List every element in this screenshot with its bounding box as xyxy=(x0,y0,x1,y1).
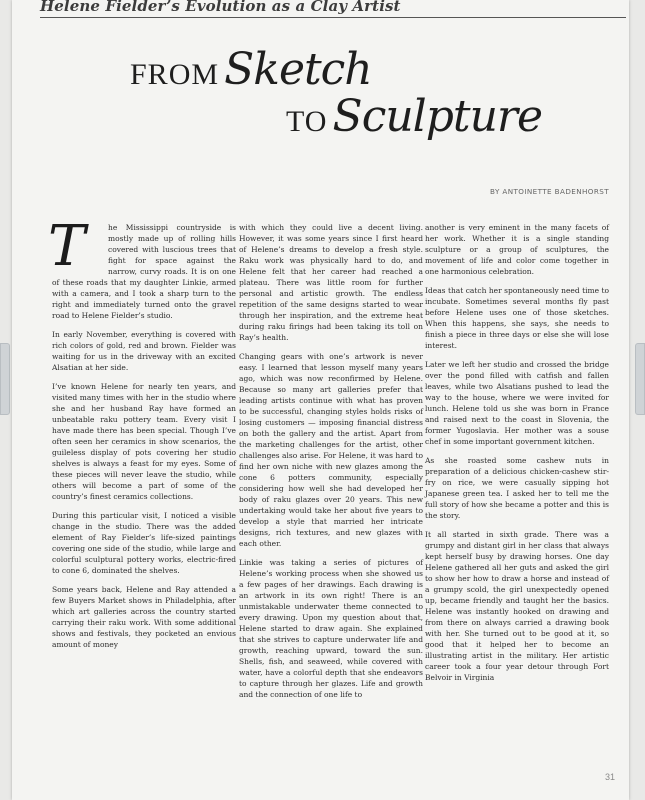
title-line-2 xyxy=(286,91,542,142)
paragraph: Ideas that catch her spontaneously need time to incubate. Sometimes several months fly past before Helene uses one of those sketches. When this happens, she says, she needs to finish a piece in three days or else she will lose interest. xyxy=(425,286,609,350)
text-column-1 xyxy=(48,214,236,658)
title-line-1 xyxy=(130,44,372,95)
title-from: FROM xyxy=(130,58,220,91)
paragraph: Linkie was taking a series of pictures of Helene’s working process when she showed us a few pages of her drawings. Each drawing is an artwork in its own right! There is an unmistakable underwater theme connected to every drawing. Upon my question about that, Helene started to draw again. She explained that she strives to capture underwater life and growth, reaching upward, toward the sun. Shells, fish, and seaweed, while covered with water, have a colorful depth that she endeavors to capture through her glazes. Life and growth and the connection of one life to xyxy=(239,558,423,699)
paragraph: In early November, everything is covered with rich colors of gold, red and brown. Fielder was waiting for us in the driveway with an excited Alsatian at her side. xyxy=(52,330,236,372)
title-sculpture: Sculpture xyxy=(332,91,542,142)
byline: BY ANTOINETTE BADENHORST xyxy=(490,187,609,196)
paragraph xyxy=(48,214,236,321)
article-kicker: Helene Fielder’s Evolution as a Clay Artist xyxy=(40,0,401,15)
next-page-tab[interactable] xyxy=(635,343,645,415)
text-column-3 xyxy=(425,222,609,691)
paragraph: It all started in sixth grade. There was a grumpy and distant girl in her class that always kept herself busy by drawing horses. One day Helene gathered all her guts and asked the girl to show her how to draw a horse and instead of a grumpy scold, the girl unexpectedly opened up, became friendly and taught her the basics. Helene was instantly hooked on drawing and from there on always carried a drawing book with her. She turned out to be good at it, so good that it helped her to become an illustrating artist in the military. Her artistic career took a four year detour through Fort Belvoir in Virginia xyxy=(425,530,609,682)
text-column-2 xyxy=(239,222,423,708)
drop-cap: T xyxy=(48,214,86,279)
title-to: TO xyxy=(286,105,328,138)
paragraph: As she roasted some cashew nuts in preparation of a delicious chicken-cashew stir-fry on rice, we were casually sipping hot Japanese green tea. I asked her to tell me the full story of how she became a potter and this is the story. xyxy=(425,456,609,520)
paragraph: I’ve known Helene for nearly ten years, and visited many times with her in the studio where she and her husband Ray have formed an unbeatable raku pottery team. Every visit I have made there has been special. Though I’ve often seen her ceramics in show scenarios, the guileless display of pots covering her studio shelves is always a feast for my eyes. Some of these pieces will never leave the studio, while others will become a part of some of the country’s finest ceramics collections. xyxy=(52,382,236,501)
paragraph: with which they could live a decent living. However, it was some years since I first heard of Helene’s dreams to develop a fresh style. Raku work was physically hard to do, and Helene felt that her career had reached a plateau. There was little room for further personal and artistic growth. The endless repetition of the same designs started to wear through her inspiration, and the extreme heat during raku firings had been taking its toll on Ray’s health. xyxy=(239,223,423,342)
paragraph-text: Mississippi countryside is mostly made up of rolling hills covered with luscious trees that fight for space against the narrow, curvy roads. It is on one of these roads that my daughter Linkie, armed with a camera, and I took a sharp turn to the right and immediately turned onto the gravel road to Helene Fielder’s studio. xyxy=(52,223,236,320)
title-sketch: Sketch xyxy=(224,44,372,95)
paragraph: Later we left her studio and crossed the bridge over the pond filled with catfish and fallen leaves, while two Alsatians pushed to lead the way to the house, where we were invited for lunch. Helene told us she was born in France and raised next to the coast in Slovenia, the former Yugoslavia. Her mother was a souse chef in some important government kitchen. xyxy=(425,360,609,446)
previous-page-tab[interactable] xyxy=(0,343,10,415)
kicker-divider xyxy=(40,17,626,18)
paragraph: another is very eminent in the many facets of her work. Whether it is a single standing sculpture or a group of sculptures, the movement of life and color come together in one harmonious celebration. xyxy=(425,223,609,276)
page-number: 31 xyxy=(604,772,615,782)
paragraph: Some years back, Helene and Ray attended a few Buyers Market shows in Philadelphia, after which art galleries across the country started carrying their raku work. With some additional shows and festivals, they pocketed an envious amount of money xyxy=(52,585,236,649)
paragraph: During this particular visit, I noticed a visible change in the studio. There was the added element of Ray Fielder’s life-sized paintings covering one side of the studio, while large and colorful sculptural pottery works, electric-fired to cone 6, dominated the shelves. xyxy=(52,511,236,575)
magazine-page xyxy=(12,0,629,800)
paragraph: Changing gears with one’s artwork is never easy. I learned that lesson myself many years ago, which was now reconfirmed by Helene. Because so many art galleries prefer that leading artists continue with what has proven to be successful, changing styles holds risks of losing customers — imposing financial distress on both the gallery and the artist. Apart from the marketing challenges for the artist, other challenges also arise. For Helene, it was hard to find her own niche with new glazes among the cone 6 potters community, especially considering how well she had developed her body of raku glazes over 20 years. This new undertaking would take her about five years to develop a style that married her intricate designs, rich textures, and new glazes with each other. xyxy=(239,352,423,548)
first-word-rest: he xyxy=(108,223,118,232)
